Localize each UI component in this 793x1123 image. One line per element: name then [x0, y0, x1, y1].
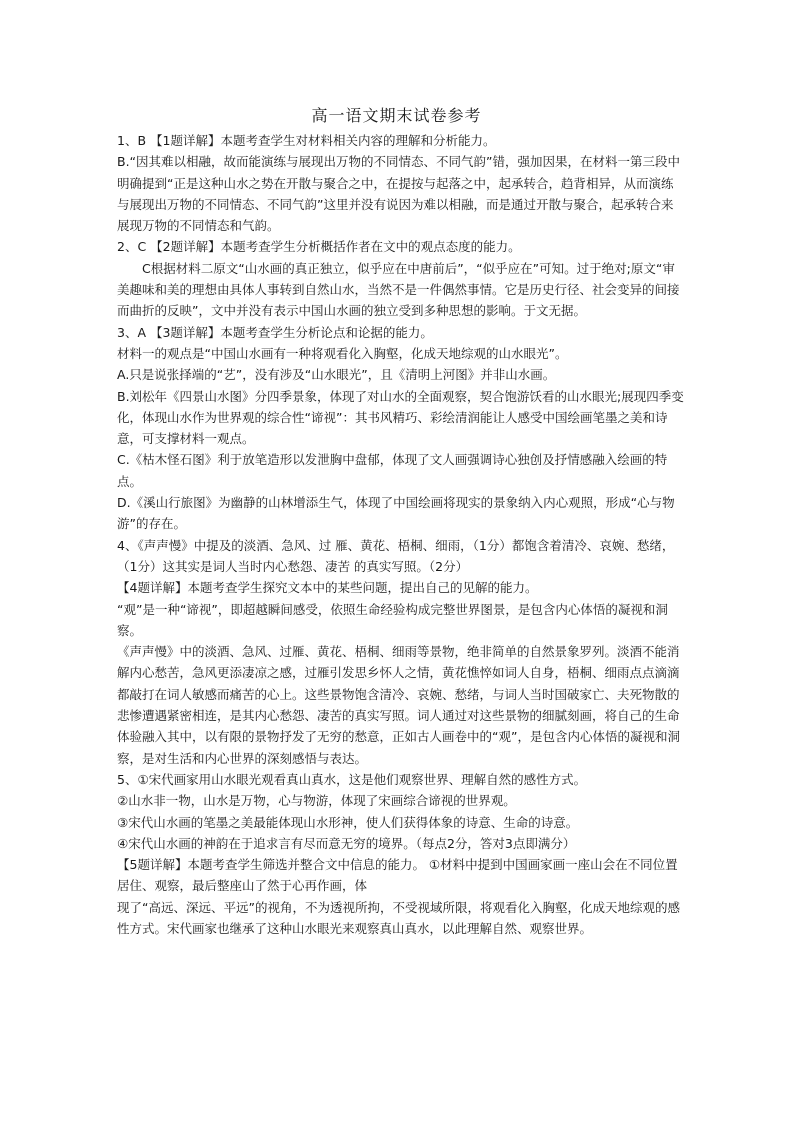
- answer-5-point-1: 5、①宋代画家用山水眼光观看真山真水，这是他们观察世界、理解自然的感性方式。: [117, 771, 587, 787]
- answer-3-viewpoint: 材料一的观点是“中国山水画有一种将观看化入胸壑，化成天地综观的山水眼光”。: [117, 345, 568, 361]
- answer-4-analysis: 《声声慢》中的淡酒、急风、过雁、黄花、梧桐、细雨等景物，绝非简单的自然景象罗列。淡酒不能消解内心愁苦，急风更添凄凉之感，过雁引发思乡怀人之情，黄花憔悴如词人自身，梧桐、细雨点点滴滴都敲打在词人敏感而痛苦的心上。这些景物饱含清冷、哀婉、愁绪，与词人当时国破家亡、夫死物散的悲惨遭遇紧密相连，是其内心愁怨、凄苦的真实写照。词人通过对这些景物的细腻刻画，将自己的生命体验融入其中，以有限的景物抒发了无穷的愁意，正如古人画卷中的“观”，是包含内心体悟的凝视和洞察，是对生活和内心世界的深刻感悟与表达。: [117, 644, 680, 766]
- answer-1-explanation: B.“因其难以相融，故而能演练与展现出万物的不同情态、不同气韵”错，强加因果，在材料一第三段中明确提到“正是这种山水之势在开散与聚合之中，在提按与起落之中，起承转合，趋背相异，从而演练与展现出万物的不同情态、不同气韵”这里并没有说因为难以相融，而是通过开散与聚合，起承转合来展现万物的不同情态和气韵。: [117, 154, 681, 234]
- page-title: 高一语文期末试卷参考: [311, 106, 482, 125]
- document-body: [117, 130, 685, 939]
- answer-3-option-c: C.《枯木怪石图》利于放笔造形以发泄胸中盘郁，体现了文人画强调诗心独创及抒情感融入绘画的特点。: [117, 452, 668, 489]
- answer-4-heading: 【4题详解】本题考查学生探究文本中的某些问题，提出自己的见解的能力。: [117, 580, 538, 596]
- answer-5-point-3: ③宋代山水画的笔墨之美最能体现山水形神，使人们获得体象的诗意、生命的诗意。: [117, 814, 579, 830]
- answer-3-option-d: D.《溪山行旅图》为幽静的山林增添生气，体现了中国绘画将现实的景象纳入内心观照，形成“心与物游”的存在。: [117, 495, 675, 532]
- answer-5-point-2: ②山水非一物，山水是万物，心与物游，体现了宋画综合谛视的世界观。: [117, 793, 516, 809]
- answer-4: 4、《声声慢》中提及的淡酒、急风、过 雁、黄花、梧桐、细雨，（1分）都饱含着清冷、哀婉、愁绪，（1分）这其实是词人当时内心愁怨、凄苦 的真实写照。（2分）: [117, 537, 675, 574]
- answer-3-heading: 3、A 【3题详解】本题考查学生分析论点和论据的能力。: [117, 324, 433, 340]
- answer-3-option-a: A.只是说张择端的“艺”，没有涉及“山水眼光”，且《清明上河图》并非山水画。: [117, 367, 556, 383]
- answer-5-explanation: 现了“高远、深远、平远”的视角，不为透视所拘，不受视域所限，将观看化入胸壑，化成天地综观的感性方式。宋代画家也继承了这种山水眼光来观察真山真水，以此理解自然、观察世界。: [117, 899, 680, 936]
- answer-4-definition: “观”是一种“谛视”，即超越瞬间感受，依照生命经验构成完整世界图景，是包含内心体悟的凝视和洞察。: [117, 601, 668, 638]
- answer-5-point-4: ④宋代山水画的神韵在于追求言有尽而意无穷的境界。（每点2分，答对3点即满分）: [117, 835, 576, 851]
- answer-2-heading: 2、C 【2题详解】本题考查学生分析概括作者在文中的观点态度的能力。: [117, 239, 521, 255]
- answer-2-explanation: C根据材料二原文“山水画的真正独立，似乎应在中唐前后”，“似乎应在”可知。过于绝对;原文“审美趣味和美的理想由具体人事转到自然山水，当然不是一件偶然事情。它是历史行径、社会变异的间接而曲折的反映”，文中并没有表示中国山水画的独立受到多种思想的影响。于文无据。: [117, 260, 680, 319]
- answer-5-heading: 【5题详解】本题考查学生筛选并整合文中信息的能力。 ①材料中提到中国画家画一座山会在不同位置居住、观察，最后整座山了然于心再作画，体: [117, 857, 678, 894]
- answer-3-option-b: B.刘松年《四景山水图》分四季景象，体现了对山水的全面观察，契合饱游饫看的山水眼光;展现四季变化，体现山水作为世界观的综合性“谛视”：其书风精巧、彩绘清润能让人感受中国绘画笔墨之美和诗意，可支撑材料一观点。: [117, 388, 684, 447]
- answer-1-heading: 1、B 【1题详解】本题考查学生对材料相关内容的理解和分析能力。: [117, 133, 496, 148]
